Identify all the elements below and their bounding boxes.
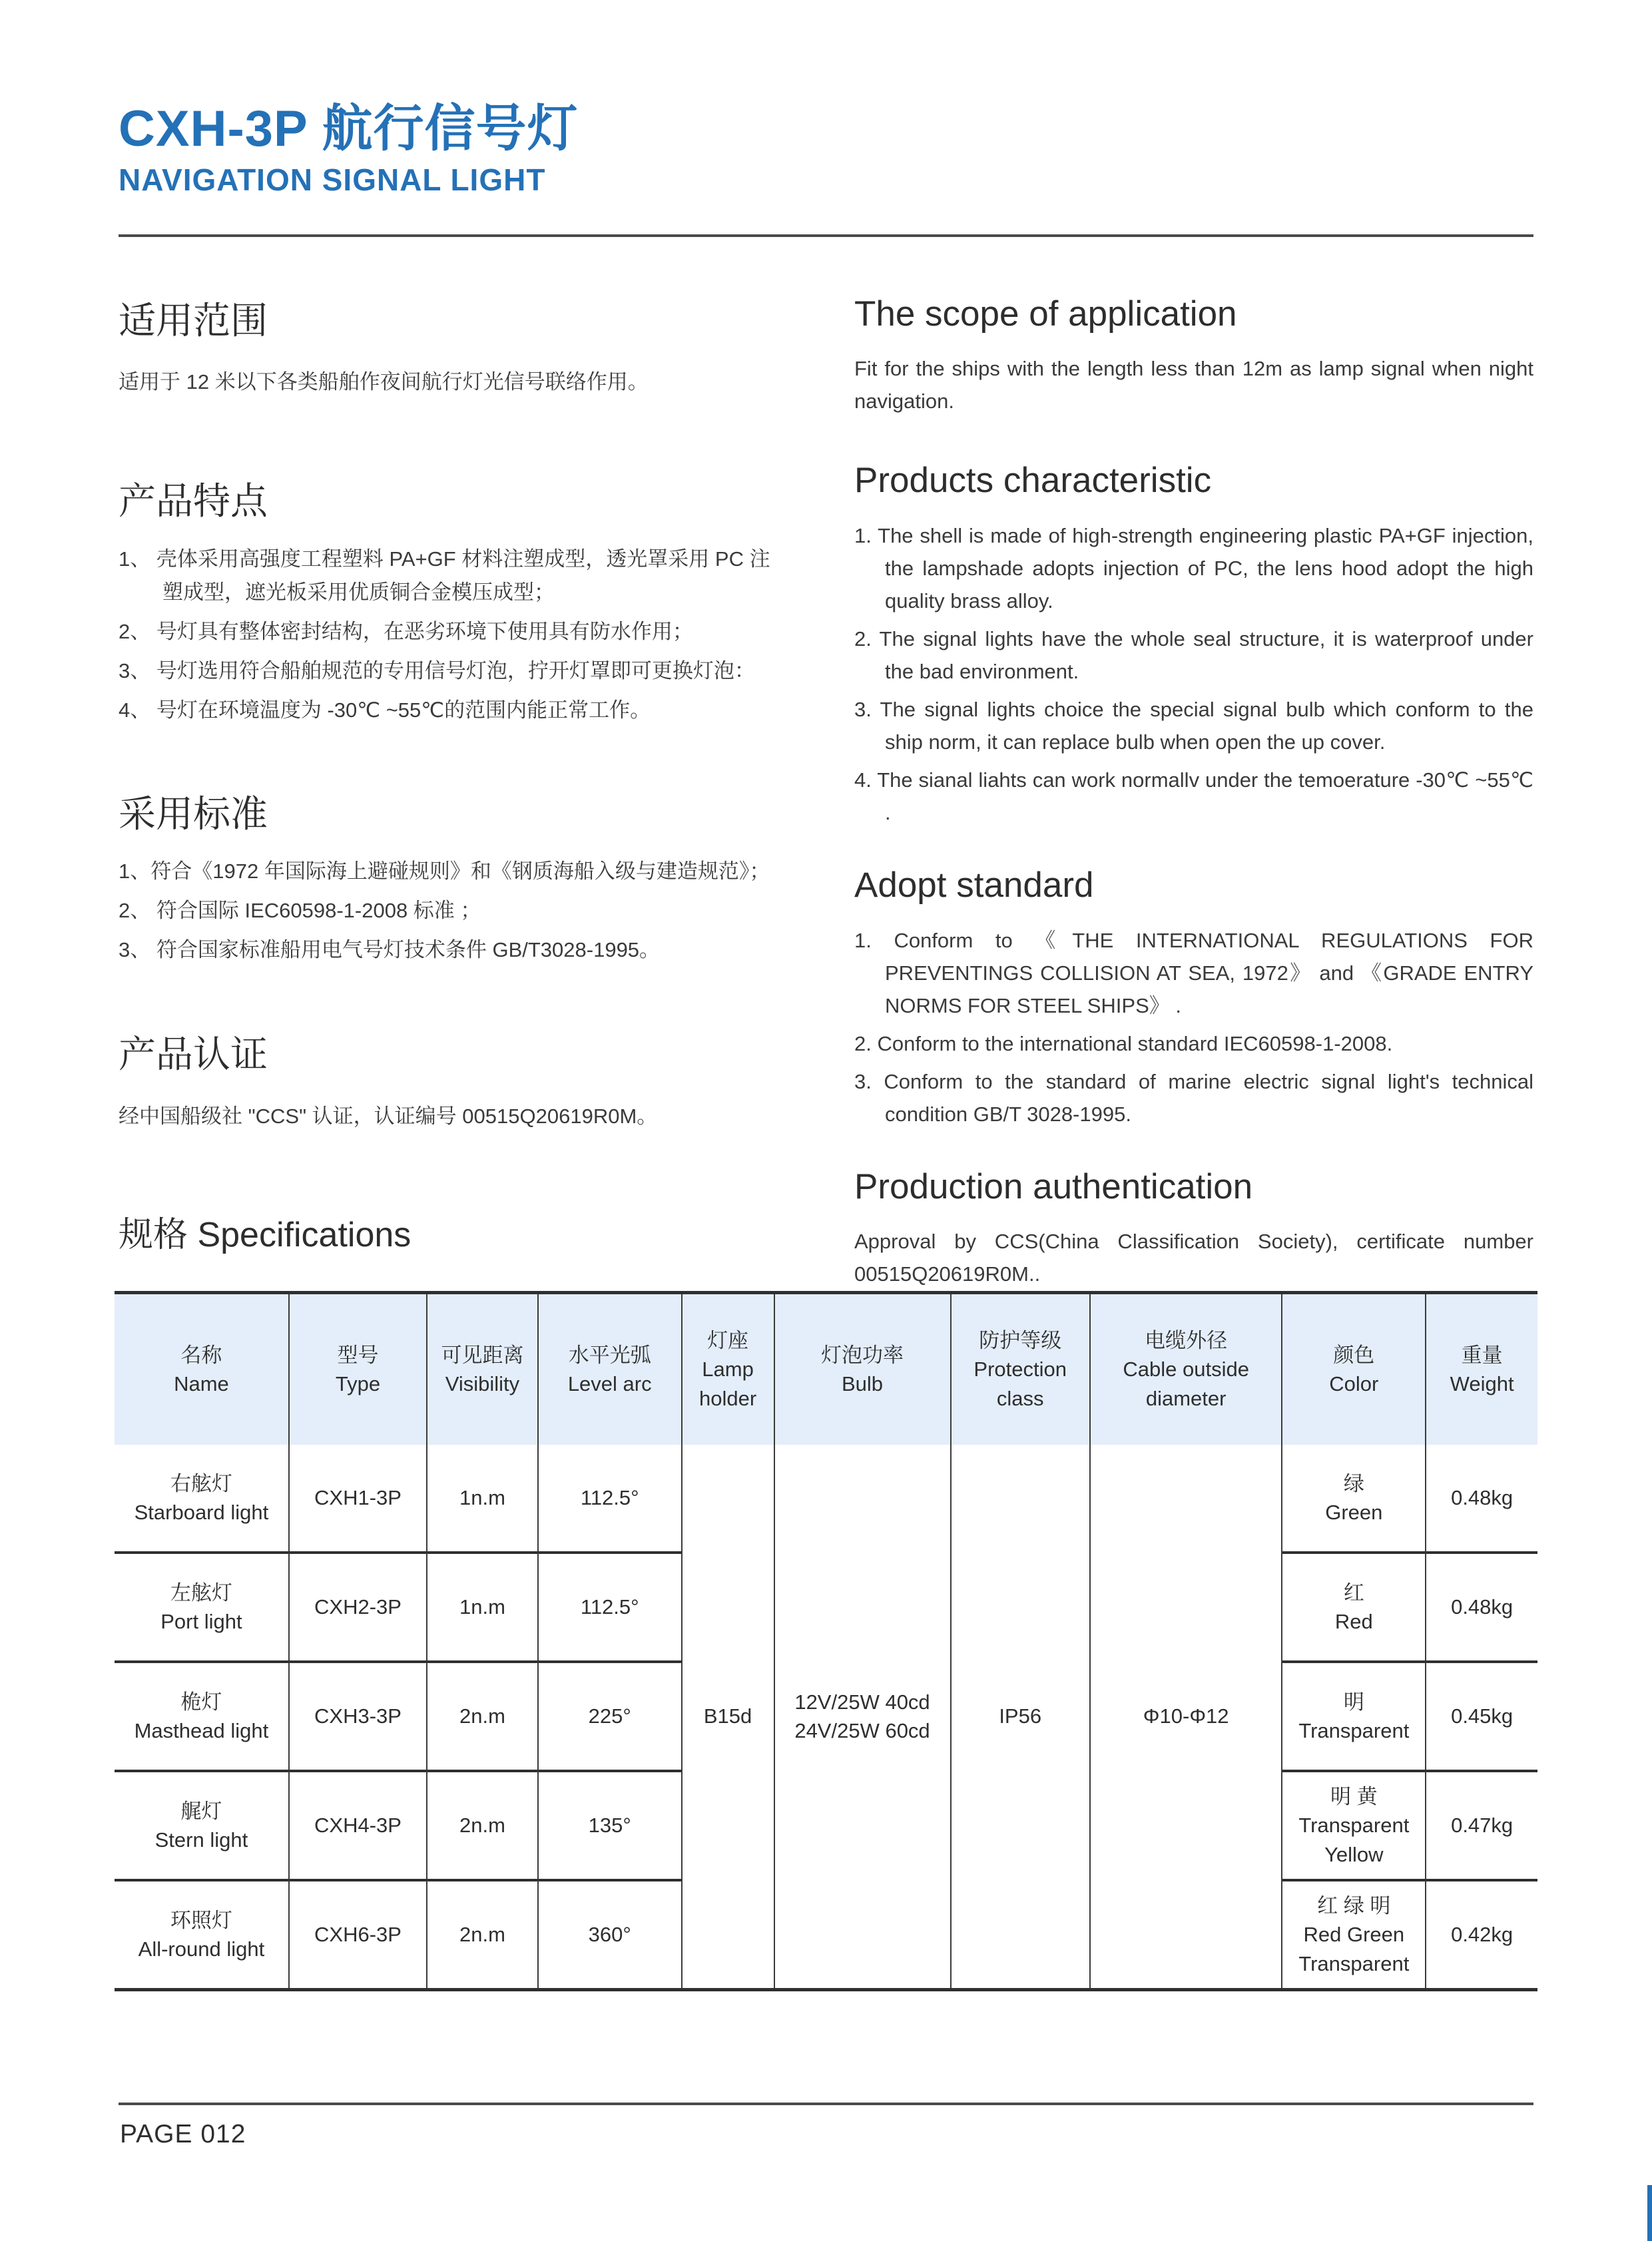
cell-visibility: 2n.m bbox=[427, 1770, 539, 1879]
color-cn: 红 bbox=[1343, 1581, 1364, 1605]
list-item: 3、 符合国家标准船用电气号灯技术条件 GB/T3028-1995。 bbox=[119, 937, 661, 961]
color-en: Transparent bbox=[1298, 1719, 1410, 1742]
name-cn: 桅灯 bbox=[180, 1690, 222, 1714]
name-en: Port light bbox=[160, 1610, 242, 1633]
section-heading-standards-cn: 采用标准 bbox=[119, 792, 268, 835]
page-edge-accent bbox=[1647, 2185, 1652, 2241]
column-chinese bbox=[119, 298, 786, 1133]
table-header-row bbox=[115, 1294, 1537, 1445]
cell-color bbox=[1282, 1879, 1426, 1988]
col-header-cn: 防护等级 bbox=[979, 1328, 1062, 1352]
cell-weight: 0.45kg bbox=[1426, 1660, 1537, 1770]
color-en: Green bbox=[1325, 1501, 1383, 1524]
section-heading-scope-en: The scope of application bbox=[854, 294, 1237, 334]
col-header-cn: 颜色 bbox=[1333, 1343, 1375, 1367]
standards-list-en bbox=[854, 925, 1533, 1131]
cell-name bbox=[115, 1551, 290, 1660]
cell-bulb-merged bbox=[775, 1445, 952, 1988]
header-divider bbox=[119, 234, 1533, 237]
col-header-weight bbox=[1426, 1294, 1537, 1445]
list-item: 1. Conform to 《THE INTERNATIONAL REGULATIONS FOR PREVENTINGS COLLISION AT SEA, 1972》 and 《GRADE ENTRY NORMS FOR STEEL SHIPS》 . bbox=[854, 929, 1533, 1018]
list-item: 3. Conform to the standard of marine electric signal light's technical condition GB/T 3028-1995. bbox=[854, 1070, 1533, 1126]
features-list-cn bbox=[119, 543, 786, 728]
cell-type: CXH4-3P bbox=[290, 1770, 427, 1879]
name-en: Masthead light bbox=[134, 1719, 269, 1742]
cell-color bbox=[1282, 1551, 1426, 1660]
col-header-cn: 水平光弧 bbox=[568, 1343, 651, 1367]
cell-type: CXH3-3P bbox=[290, 1660, 427, 1770]
name-cn: 右舷灯 bbox=[170, 1471, 232, 1495]
page-subtitle: NAVIGATION SIGNAL LIGHT bbox=[119, 162, 546, 198]
cell-level-arc: 360° bbox=[539, 1879, 683, 1988]
cell-weight: 0.48kg bbox=[1451, 1486, 1514, 1510]
name-en: Starboard light bbox=[134, 1501, 269, 1524]
cell-type: CXH2-3P bbox=[290, 1551, 427, 1660]
table-row bbox=[115, 1445, 1537, 1551]
list-item: 2、 符合国际 IEC60598-1-2008 标准 ； bbox=[119, 898, 481, 922]
col-header-level-arc bbox=[539, 1294, 683, 1445]
cell-protection-merged: IP56 bbox=[952, 1445, 1091, 1988]
list-item: 1、 壳体采用高强度工程塑料 PA+GF 材料注塑成型，透光罩采用 PC 注塑成型，遮光板采用优质铜合金模压成型； bbox=[119, 547, 770, 605]
cell-level-arc: 112.5° bbox=[539, 1445, 683, 1551]
section-body-scope-cn: 适用于 12 米以下各类船舶作夜间航行灯光信号联络作用。 bbox=[119, 370, 649, 394]
col-header-protection bbox=[952, 1294, 1091, 1445]
name-cn: 艉灯 bbox=[180, 1799, 222, 1823]
cell-cable-merged: Φ10-Φ12 bbox=[1091, 1445, 1282, 1988]
col-header-cn: 电缆外径 bbox=[1145, 1328, 1228, 1352]
cell-name bbox=[115, 1445, 290, 1551]
name-en: All-round light bbox=[138, 1937, 265, 1961]
col-header-en: Type bbox=[335, 1372, 381, 1395]
section-heading-standards-en: Adopt standard bbox=[854, 865, 1094, 905]
cell-color bbox=[1282, 1445, 1426, 1551]
cell-lamp-holder-merged: B15d bbox=[683, 1445, 775, 1988]
cell-color bbox=[1282, 1770, 1426, 1879]
cell-name bbox=[115, 1879, 290, 1988]
col-header-en: Name bbox=[174, 1372, 229, 1395]
col-header-cn: 可见距离 bbox=[441, 1343, 524, 1367]
list-item: 2. Conform to the international standard IEC60598-1-2008. bbox=[854, 1032, 1393, 1056]
color-en: Red bbox=[1334, 1610, 1373, 1633]
column-english bbox=[854, 293, 1533, 1291]
list-item: 1、符合《1972 年国际海上避碰规则》和《钢质海船入级与建造规范》； bbox=[119, 859, 770, 883]
cell-name bbox=[115, 1660, 290, 1770]
cell-weight: 0.47kg bbox=[1426, 1770, 1537, 1879]
col-header-cn: 灯座 bbox=[707, 1328, 749, 1352]
name-en: Stern light bbox=[154, 1828, 248, 1852]
col-header-cn: 灯泡功率 bbox=[821, 1343, 904, 1367]
col-header-cn: 型号 bbox=[337, 1343, 379, 1367]
cell-name bbox=[115, 1770, 290, 1879]
cell-level-arc: 112.5° bbox=[539, 1551, 683, 1660]
col-header-en: Cable outside diameter bbox=[1123, 1358, 1249, 1410]
cell-visibility: 1n.m bbox=[427, 1551, 539, 1660]
section-body-cert-cn: 经中国船级社 "CCS" 认证，认证编号 00515Q20619R0M。 bbox=[119, 1104, 658, 1128]
bulb-line1: 12V/25W 40cd bbox=[794, 1690, 930, 1714]
page-header bbox=[119, 100, 1533, 198]
list-item: 4、 号灯在环境温度为 -30℃ ~55℃的范围内能正常工作。 bbox=[119, 698, 651, 722]
bulb-line2: 24V/25W 60cd bbox=[794, 1719, 930, 1742]
col-header-bulb bbox=[775, 1294, 952, 1445]
section-heading-cert-cn: 产品认证 bbox=[119, 1033, 268, 1076]
color-cn: 明 bbox=[1343, 1690, 1364, 1714]
col-header-name bbox=[115, 1294, 290, 1445]
specifications-section bbox=[115, 1206, 1537, 1991]
col-header-en: Weight bbox=[1450, 1372, 1514, 1395]
section-heading-features-en: Products characteristic bbox=[854, 460, 1212, 500]
color-en: Transparent Yellow bbox=[1298, 1814, 1410, 1866]
cell-type: CXH1-3P bbox=[290, 1445, 427, 1551]
cell-level-arc: 225° bbox=[539, 1660, 683, 1770]
list-item: 1. The shell is made of high-strength engineering plastic PA+GF injection, the lampshade adopts injection of PC, the lens hood adopt the high quality brass alloy. bbox=[854, 524, 1533, 613]
name-cn: 左舷灯 bbox=[170, 1581, 232, 1605]
page-number: PAGE 012 bbox=[120, 2120, 246, 2148]
specifications-heading: 规格 Specifications bbox=[119, 1216, 412, 1254]
section-heading-scope-cn: 适用范围 bbox=[119, 300, 268, 342]
col-header-en: Protection class bbox=[973, 1358, 1067, 1410]
col-header-type bbox=[290, 1294, 427, 1445]
specifications-table bbox=[115, 1291, 1537, 1991]
section-body-cert-en: Approval by CCS(China Classification Society), certificate number 00515Q20619R0M.. bbox=[854, 1229, 1533, 1286]
col-header-en: Visibility bbox=[445, 1372, 520, 1395]
name-cn: 环照灯 bbox=[170, 1908, 232, 1932]
col-header-cn: 重量 bbox=[1461, 1343, 1503, 1367]
footer-divider bbox=[119, 2103, 1533, 2105]
color-en: Red Green Transparent bbox=[1298, 1923, 1410, 1975]
color-cn: 绿 bbox=[1343, 1471, 1364, 1495]
cell-visibility: 2n.m bbox=[427, 1879, 539, 1988]
standards-list-cn bbox=[119, 855, 786, 967]
col-header-en: Color bbox=[1329, 1372, 1379, 1395]
cell-visibility: 2n.m bbox=[427, 1660, 539, 1770]
col-header-color bbox=[1282, 1294, 1426, 1445]
list-item: 3、 号灯选用符合船舶规范的专用信号灯泡，拧开灯罩即可更换灯泡： bbox=[119, 659, 755, 683]
color-cn: 明 黄 bbox=[1330, 1784, 1378, 1808]
col-header-cable bbox=[1091, 1294, 1282, 1445]
list-item: 4. The sianal liahts can work normallv under the temoerature -30℃ ~55℃ . bbox=[854, 768, 1533, 824]
col-header-en: Level arc bbox=[567, 1372, 652, 1395]
list-item: 3. The signal lights choice the special signal bulb which conform to the ship norm, it can replace bulb when open the up cover. bbox=[854, 697, 1533, 754]
col-header-en: Lamp holder bbox=[698, 1358, 757, 1410]
cell-weight: 0.48kg bbox=[1426, 1551, 1537, 1660]
col-header-visibility bbox=[427, 1294, 539, 1445]
cell-level-arc: 135° bbox=[539, 1770, 683, 1879]
cell-visibility: 1n.m bbox=[427, 1445, 539, 1551]
features-list-en bbox=[854, 520, 1533, 830]
page-title: CXH-3P 航行信号灯 bbox=[119, 101, 579, 157]
section-heading-features-cn: 产品特点 bbox=[119, 480, 268, 523]
col-header-cn: 名称 bbox=[180, 1343, 222, 1367]
col-header-lamp-holder bbox=[683, 1294, 775, 1445]
section-heading-cert-en: Production authentication bbox=[854, 1167, 1253, 1207]
cell-color bbox=[1282, 1660, 1426, 1770]
cell-weight: 0.42kg bbox=[1426, 1879, 1537, 1988]
col-header-en: Bulb bbox=[841, 1372, 884, 1395]
color-cn: 红 绿 明 bbox=[1317, 1893, 1391, 1917]
cell-type: CXH6-3P bbox=[290, 1879, 427, 1988]
section-body-scope-en: Fit for the ships with the length less than 12m as lamp signal when night navigation. bbox=[854, 356, 1533, 413]
list-item: 2、 号灯具有整体密封结构，在恶劣环境下使用具有防水作用； bbox=[119, 620, 693, 644]
list-item: 2. The signal lights have the whole seal structure, it is waterproof under the bad environment. bbox=[854, 627, 1533, 683]
